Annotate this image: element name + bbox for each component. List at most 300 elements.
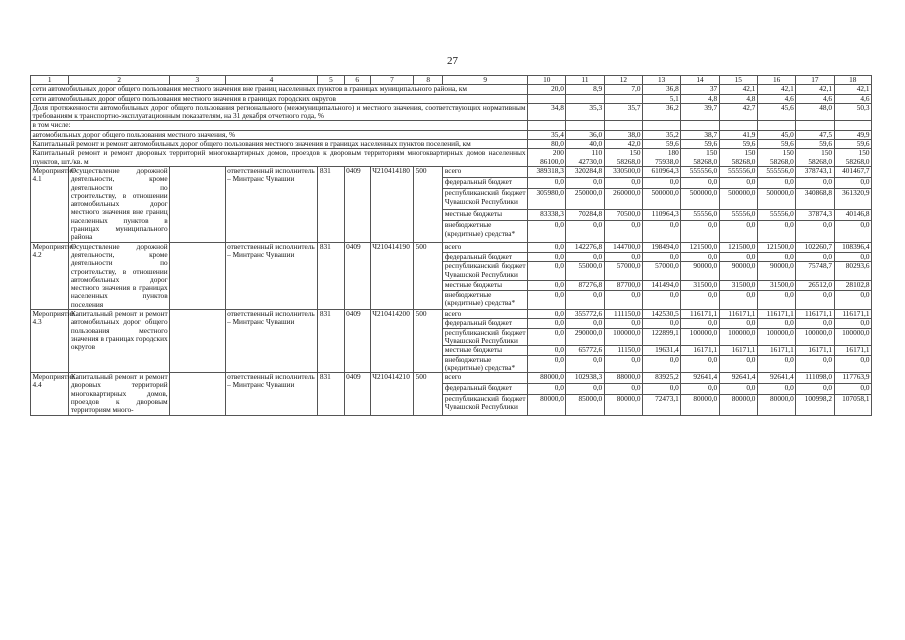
indicator-row xyxy=(31,85,872,94)
funding-value: 0,0 xyxy=(643,252,681,262)
funding-source: федеральный бюджет xyxy=(443,252,528,262)
funding-value: 389318,3 xyxy=(528,166,566,177)
indicator-value: 42,7 xyxy=(719,103,757,121)
funding-value: 75748,7 xyxy=(796,262,834,281)
funding-value: 0,0 xyxy=(796,291,834,310)
funding-value: 0,0 xyxy=(528,242,566,252)
indicator-value: 150 58268,0 xyxy=(719,149,757,167)
funding-value: 500000,0 xyxy=(757,189,795,210)
funding-value: 16171,1 xyxy=(719,346,757,355)
funding-value: 116171,1 xyxy=(681,310,719,319)
measure-row xyxy=(31,242,872,252)
indicator-value: 36,0 xyxy=(566,130,604,139)
indicator-value: 4,8 xyxy=(719,94,757,103)
funding-value: 0,0 xyxy=(566,221,604,242)
indicator-value: 40,0 xyxy=(566,140,604,149)
funding-source: местные бюджеты xyxy=(443,210,528,221)
funding-value: 144700,0 xyxy=(604,242,642,252)
funding-value: 0,0 xyxy=(604,178,642,189)
indicator-value: 4,8 xyxy=(681,94,719,103)
measure-section-code: 0409 xyxy=(344,242,370,309)
indicator-row xyxy=(31,149,872,167)
column-number-6: 6 xyxy=(344,76,370,85)
column-number-5: 5 xyxy=(318,76,344,85)
indicator-value: 110 42730,0 xyxy=(566,149,604,167)
funding-value: 0,0 xyxy=(681,384,719,395)
funding-value: 16171,1 xyxy=(796,346,834,355)
indicator-value xyxy=(604,121,642,130)
measure-name: Капитальный ремонт и ремонт дворовых территорий многоквартирных домов, проездов к дворовым территориям много- xyxy=(70,372,168,415)
funding-value: 340868,8 xyxy=(796,189,834,210)
indicator-value xyxy=(643,121,681,130)
funding-value: 55556,0 xyxy=(757,210,795,221)
funding-value: 0,0 xyxy=(757,319,795,328)
funding-value: 28102,8 xyxy=(834,281,871,291)
indicator-text: сети автомобильных дорог общего пользования местного значения вне границ населенных пунктов в границах муниципального района, км xyxy=(31,85,528,94)
funding-value: 80000,0 xyxy=(681,394,719,415)
column-number-15: 15 xyxy=(719,76,757,85)
indicator-value: 42,1 xyxy=(796,85,834,94)
indicator-value xyxy=(757,121,795,130)
indicator-value: 35,4 xyxy=(528,130,566,139)
indicator-value: 150 58268,0 xyxy=(834,149,871,167)
funding-value: 80000,0 xyxy=(757,394,795,415)
funding-value: 0,0 xyxy=(796,178,834,189)
indicator-value: 4,6 xyxy=(834,94,871,103)
funding-value: 87276,8 xyxy=(566,281,604,291)
funding-value: 92641,4 xyxy=(757,373,795,384)
funding-value: 0,0 xyxy=(528,328,566,346)
indicator-text: автомобильных дорог общего пользования местного значения, % xyxy=(31,130,528,139)
funding-value: 0,0 xyxy=(566,178,604,189)
funding-value: 16171,1 xyxy=(757,346,795,355)
column-number-11: 11 xyxy=(566,76,604,85)
column-number-4: 4 xyxy=(225,76,318,85)
funding-value: 0,0 xyxy=(604,291,642,310)
funding-value: 65772,6 xyxy=(566,346,604,355)
funding-value: 330500,0 xyxy=(604,166,642,177)
indicator-value: 36,8 xyxy=(643,85,681,94)
funding-value: 100000,0 xyxy=(834,328,871,346)
column-number-10: 10 xyxy=(528,76,566,85)
funding-value: 355772,6 xyxy=(566,310,604,319)
funding-value: 0,0 xyxy=(643,355,681,373)
funding-value: 198494,0 xyxy=(643,242,681,252)
funding-value: 100998,2 xyxy=(796,394,834,415)
funding-value: 0,0 xyxy=(834,252,871,262)
indicator-value: 80,0 xyxy=(528,140,566,149)
funding-value: 70500,0 xyxy=(604,210,642,221)
indicator-value: 42,1 xyxy=(757,85,795,94)
indicator-value: 35,2 xyxy=(643,130,681,139)
funding-value: 0,0 xyxy=(719,355,757,373)
column-number-13: 13 xyxy=(643,76,681,85)
page-number: 27 xyxy=(447,55,458,67)
funding-value: 57000,0 xyxy=(643,262,681,281)
funding-value: 0,0 xyxy=(834,319,871,328)
indicator-value xyxy=(796,121,834,130)
measure-name: Осуществление дорожной деятельности, кроме деятельности по строительству, в отношении автомобильных дорог местного значения вне границ населенных пунктов в границах муниципального района xyxy=(70,165,168,242)
funding-value: 0,0 xyxy=(834,291,871,310)
funding-source: республиканский бюджет Чувашской Республики xyxy=(443,394,528,415)
funding-value: 88000,0 xyxy=(604,373,642,384)
funding-value: 0,0 xyxy=(681,178,719,189)
column-number-18: 18 xyxy=(834,76,871,85)
measure-grbs-code: 831 xyxy=(318,310,344,373)
funding-value: 305980,0 xyxy=(528,189,566,210)
funding-value: 83925,2 xyxy=(643,373,681,384)
column-number-14: 14 xyxy=(681,76,719,85)
funding-value: 250000,0 xyxy=(566,189,604,210)
funding-value: 0,0 xyxy=(757,178,795,189)
funding-value: 80000,0 xyxy=(719,394,757,415)
measure-target-code: Ч210414200 xyxy=(370,310,413,373)
funding-value: 16171,1 xyxy=(681,346,719,355)
funding-value: 0,0 xyxy=(796,221,834,242)
indicator-value: 42,0 xyxy=(604,140,642,149)
indicator-value xyxy=(604,94,642,103)
funding-value: 80000,0 xyxy=(604,394,642,415)
measure-empty-col3 xyxy=(170,373,225,415)
measure-expense-code: 500 xyxy=(414,166,443,242)
indicator-value xyxy=(566,94,604,103)
indicator-value: 5,1 xyxy=(643,94,681,103)
funding-value: 500000,0 xyxy=(681,189,719,210)
indicator-value: 150 58268,0 xyxy=(681,149,719,167)
indicator-text: сети автомобильных дорог общего пользования местного значения в границах городских округов xyxy=(31,94,528,103)
funding-value: 90000,0 xyxy=(681,262,719,281)
indicator-value: 45,6 xyxy=(757,103,795,121)
funding-value: 0,0 xyxy=(604,355,642,373)
measure-empty-col3 xyxy=(170,242,225,309)
funding-value: 31500,0 xyxy=(757,281,795,291)
funding-value: 80000,0 xyxy=(528,394,566,415)
funding-source: федеральный бюджет xyxy=(443,178,528,189)
funding-value: 0,0 xyxy=(681,291,719,310)
funding-value: 0,0 xyxy=(796,319,834,328)
funding-value: 92641,4 xyxy=(719,373,757,384)
funding-value: 102938,3 xyxy=(566,373,604,384)
column-number-7: 7 xyxy=(370,76,413,85)
funding-value: 90000,0 xyxy=(757,262,795,281)
funding-value: 0,0 xyxy=(528,355,566,373)
column-number-16: 16 xyxy=(757,76,795,85)
column-number-17: 17 xyxy=(796,76,834,85)
funding-value: 90000,0 xyxy=(719,262,757,281)
indicator-row xyxy=(31,103,872,121)
funding-value: 0,0 xyxy=(757,252,795,262)
funding-value: 72473,1 xyxy=(643,394,681,415)
indicator-value xyxy=(681,121,719,130)
funding-value: 0,0 xyxy=(528,262,566,281)
indicator-value: 48,0 xyxy=(796,103,834,121)
funding-source: внебюджетные (кредитные) средства* xyxy=(443,355,528,373)
funding-value: 55000,0 xyxy=(566,262,604,281)
funding-value: 0,0 xyxy=(757,291,795,310)
funding-value: 0,0 xyxy=(796,252,834,262)
measure-section-code: 0409 xyxy=(344,373,370,415)
funding-value: 555556,0 xyxy=(681,166,719,177)
funding-value: 500000,0 xyxy=(719,189,757,210)
funding-source: всего xyxy=(443,373,528,384)
funding-value: 0,0 xyxy=(604,319,642,328)
funding-value: 0,0 xyxy=(528,384,566,395)
funding-value: 100000,0 xyxy=(719,328,757,346)
funding-value: 80293,6 xyxy=(834,262,871,281)
measure-target-code: Ч210414190 xyxy=(370,242,413,309)
funding-value: 57000,0 xyxy=(604,262,642,281)
funding-value: 290000,0 xyxy=(566,328,604,346)
measure-expense-code: 500 xyxy=(414,373,443,415)
indicator-value: 42,1 xyxy=(834,85,871,94)
funding-value: 116171,1 xyxy=(719,310,757,319)
funding-value: 92641,4 xyxy=(681,373,719,384)
indicator-text: в том числе: xyxy=(31,121,528,130)
indicator-value: 4,6 xyxy=(796,94,834,103)
funding-source: республиканский бюджет Чувашской Республики xyxy=(444,261,526,279)
measure-section-code: 0409 xyxy=(344,310,370,373)
indicator-value: 59,6 xyxy=(796,140,834,149)
funding-value: 121500,0 xyxy=(681,242,719,252)
funding-value: 55556,0 xyxy=(681,210,719,221)
funding-value: 320284,8 xyxy=(566,166,604,177)
funding-source: внебюджетные (кредитные) средства* xyxy=(443,221,528,242)
funding-value: 0,0 xyxy=(643,319,681,328)
indicator-row xyxy=(31,94,872,103)
indicator-value xyxy=(834,121,871,130)
indicator-value: 7,0 xyxy=(604,85,642,94)
indicator-value: 35,3 xyxy=(566,103,604,121)
indicator-value: 47,5 xyxy=(796,130,834,139)
indicator-value: 200 86100,0 xyxy=(528,149,566,167)
indicator-value: 38,0 xyxy=(604,130,642,139)
funding-value: 117763,9 xyxy=(834,373,871,384)
column-number-1: 1 xyxy=(31,76,69,85)
measure-executor: ответственный исполнитель – Минтранс Чувашии xyxy=(225,310,318,373)
funding-value: 0,0 xyxy=(528,252,566,262)
measure-label: Мероприятие 4.2 xyxy=(31,242,69,309)
funding-value: 555556,0 xyxy=(757,166,795,177)
indicator-value: 150 58268,0 xyxy=(604,149,642,167)
indicator-value: 59,6 xyxy=(719,140,757,149)
funding-value: 111098,0 xyxy=(796,373,834,384)
funding-value: 500000,0 xyxy=(643,189,681,210)
funding-source: федеральный бюджет xyxy=(443,319,528,328)
indicator-value: 59,6 xyxy=(757,140,795,149)
indicator-value: 150 58268,0 xyxy=(796,149,834,167)
funding-source: всего xyxy=(443,310,528,319)
funding-value: 0,0 xyxy=(796,384,834,395)
funding-value: 0,0 xyxy=(528,346,566,355)
funding-value: 142530,5 xyxy=(643,310,681,319)
measure-name: Осуществление дорожной деятельности, кроме деятельности по строительству, в отношении автомобильных дорог местного значения в границах населенных пунктов поселения xyxy=(70,241,168,309)
funding-value: 100000,0 xyxy=(681,328,719,346)
column-number-3: 3 xyxy=(170,76,225,85)
funding-value: 0,0 xyxy=(528,221,566,242)
funding-value: 107058,1 xyxy=(834,394,871,415)
indicator-value: 36,2 xyxy=(643,103,681,121)
funding-value: 102260,7 xyxy=(796,242,834,252)
funding-value: 111150,0 xyxy=(604,310,642,319)
funding-value: 100000,0 xyxy=(604,328,642,346)
funding-value: 31500,0 xyxy=(719,281,757,291)
indicator-value: 41,9 xyxy=(719,130,757,139)
indicator-text: Капитальный ремонт и ремонт дворовых территорий многоквартирных домов, проездов к дворовым территориям многоквартирных домов населенных пунктов, шт./кв. м xyxy=(32,148,526,166)
measure-empty-col3 xyxy=(170,166,225,242)
measure-target-code: Ч210414180 xyxy=(370,166,413,242)
funding-value: 40146,8 xyxy=(834,210,871,221)
measure-expense-code: 500 xyxy=(414,310,443,373)
funding-value: 55556,0 xyxy=(719,210,757,221)
indicator-value: 59,6 xyxy=(681,140,719,149)
measure-label: Мероприятие 4.3 xyxy=(31,310,69,373)
funding-value: 0,0 xyxy=(604,252,642,262)
funding-value: 85000,0 xyxy=(566,394,604,415)
indicator-value: 35,7 xyxy=(604,103,642,121)
funding-value: 0,0 xyxy=(757,221,795,242)
funding-value: 0,0 xyxy=(681,252,719,262)
funding-value: 116171,1 xyxy=(796,310,834,319)
funding-value: 0,0 xyxy=(834,178,871,189)
funding-value: 0,0 xyxy=(719,291,757,310)
indicator-value xyxy=(719,121,757,130)
funding-value: 0,0 xyxy=(566,319,604,328)
measure-expense-code: 500 xyxy=(414,242,443,309)
measure-executor: ответственный исполнитель – Минтранс Чувашии xyxy=(225,373,318,415)
funding-value: 142276,8 xyxy=(566,242,604,252)
funding-value: 0,0 xyxy=(757,355,795,373)
indicator-value: 34,8 xyxy=(528,103,566,121)
indicator-value: 8,9 xyxy=(566,85,604,94)
funding-value: 0,0 xyxy=(566,384,604,395)
funding-value: 0,0 xyxy=(834,384,871,395)
funding-value: 0,0 xyxy=(643,178,681,189)
funding-value: 121500,0 xyxy=(719,242,757,252)
indicator-value: 39,7 xyxy=(681,103,719,121)
measure-label: Мероприятие 4.1 xyxy=(31,166,69,242)
indicator-text: Доля протяженности автомобильных дорог общего пользования регионального (межмуниципального) и местного значения, соответствующих нормативным требованиям к транспортно-эксплуатационным показателям, на 31 декабря отчетного года, % xyxy=(32,102,526,121)
funding-value: 122899,1 xyxy=(643,328,681,346)
program-table xyxy=(30,75,872,416)
funding-value: 401467,7 xyxy=(834,166,871,177)
funding-value: 610964,3 xyxy=(643,166,681,177)
funding-value: 0,0 xyxy=(528,310,566,319)
column-number-9: 9 xyxy=(443,76,528,85)
indicator-value: 59,6 xyxy=(834,140,871,149)
funding-value: 116171,1 xyxy=(757,310,795,319)
measure-grbs-code: 831 xyxy=(318,242,344,309)
funding-value: 0,0 xyxy=(566,252,604,262)
funding-source: местные бюджеты xyxy=(443,346,528,355)
funding-value: 108396,4 xyxy=(834,242,871,252)
indicator-value: 59,6 xyxy=(643,140,681,149)
indicator-row xyxy=(31,121,872,130)
indicator-text: Капитальный ремонт и ремонт автомобильных дорог общего пользования местного значения в границах населенных пунктов поселений, км xyxy=(31,140,528,149)
funding-value: 83338,3 xyxy=(528,210,566,221)
funding-value: 0,0 xyxy=(834,221,871,242)
funding-source: республиканский бюджет Чувашской Республики xyxy=(443,189,528,210)
funding-source: всего xyxy=(443,242,528,252)
column-number-12: 12 xyxy=(604,76,642,85)
funding-value: 0,0 xyxy=(719,221,757,242)
measure-grbs-code: 831 xyxy=(318,166,344,242)
funding-value: 11150,0 xyxy=(604,346,642,355)
funding-value: 141494,0 xyxy=(643,281,681,291)
column-number-8: 8 xyxy=(414,76,443,85)
indicator-value: 37 xyxy=(681,85,719,94)
funding-value: 0,0 xyxy=(528,291,566,310)
funding-value: 87700,0 xyxy=(604,281,642,291)
funding-value: 0,0 xyxy=(643,291,681,310)
funding-value: 31500,0 xyxy=(681,281,719,291)
indicator-value: 150 58268,0 xyxy=(757,149,795,167)
indicator-value: 45,0 xyxy=(757,130,795,139)
measure-label: Мероприятие 4.4 xyxy=(31,373,69,415)
indicator-value xyxy=(528,121,566,130)
funding-value: 0,0 xyxy=(719,384,757,395)
funding-value: 100000,0 xyxy=(757,328,795,346)
funding-value: 0,0 xyxy=(757,384,795,395)
column-number-2: 2 xyxy=(69,76,170,85)
indicator-value xyxy=(566,121,604,130)
indicator-value: 4,6 xyxy=(757,94,795,103)
funding-value: 116171,1 xyxy=(834,310,871,319)
indicator-value xyxy=(528,94,566,103)
funding-source: федеральный бюджет xyxy=(443,384,528,395)
funding-value: 37874,3 xyxy=(796,210,834,221)
funding-source: внебюджетные (кредитные) средства* xyxy=(443,291,528,310)
measure-name: Капитальный ремонт и ремонт автомобильных дорог общего пользования местного значения в границах городских округов xyxy=(69,310,170,373)
indicator-value: 50,3 xyxy=(834,103,871,121)
funding-source: всего xyxy=(443,166,528,177)
funding-value: 0,0 xyxy=(681,319,719,328)
funding-value: 0,0 xyxy=(528,281,566,291)
measure-executor: ответственный исполнитель – Минтранс Чувашии xyxy=(225,166,318,242)
funding-value: 0,0 xyxy=(719,252,757,262)
funding-value: 0,0 xyxy=(643,221,681,242)
measure-executor: ответственный исполнитель – Минтранс Чувашии xyxy=(225,242,318,309)
funding-value: 100000,0 xyxy=(796,328,834,346)
funding-value: 378743,1 xyxy=(796,166,834,177)
funding-value: 0,0 xyxy=(681,355,719,373)
funding-value: 0,0 xyxy=(719,319,757,328)
measure-target-code: Ч210414210 xyxy=(370,373,413,415)
funding-value: 0,0 xyxy=(566,355,604,373)
indicator-value: 42,1 xyxy=(719,85,757,94)
funding-value: 26512,0 xyxy=(796,281,834,291)
funding-value: 88000,0 xyxy=(528,373,566,384)
funding-value: 121500,0 xyxy=(757,242,795,252)
funding-value: 19631,4 xyxy=(643,346,681,355)
funding-value: 0,0 xyxy=(796,355,834,373)
indicator-value: 20,0 xyxy=(528,85,566,94)
funding-value: 555556,0 xyxy=(719,166,757,177)
funding-value: 0,0 xyxy=(719,178,757,189)
funding-value: 0,0 xyxy=(604,384,642,395)
funding-value: 260000,0 xyxy=(604,189,642,210)
indicator-value: 38,7 xyxy=(681,130,719,139)
funding-value: 70284,8 xyxy=(566,210,604,221)
funding-value: 0,0 xyxy=(643,384,681,395)
funding-value: 110964,3 xyxy=(643,210,681,221)
measure-empty-col3 xyxy=(170,310,225,373)
measure-grbs-code: 831 xyxy=(318,373,344,415)
funding-value: 0,0 xyxy=(681,221,719,242)
funding-value: 0,0 xyxy=(566,291,604,310)
measure-section-code: 0409 xyxy=(344,166,370,242)
indicator-value: 180 75938,0 xyxy=(643,149,681,167)
measure-row xyxy=(31,166,872,177)
